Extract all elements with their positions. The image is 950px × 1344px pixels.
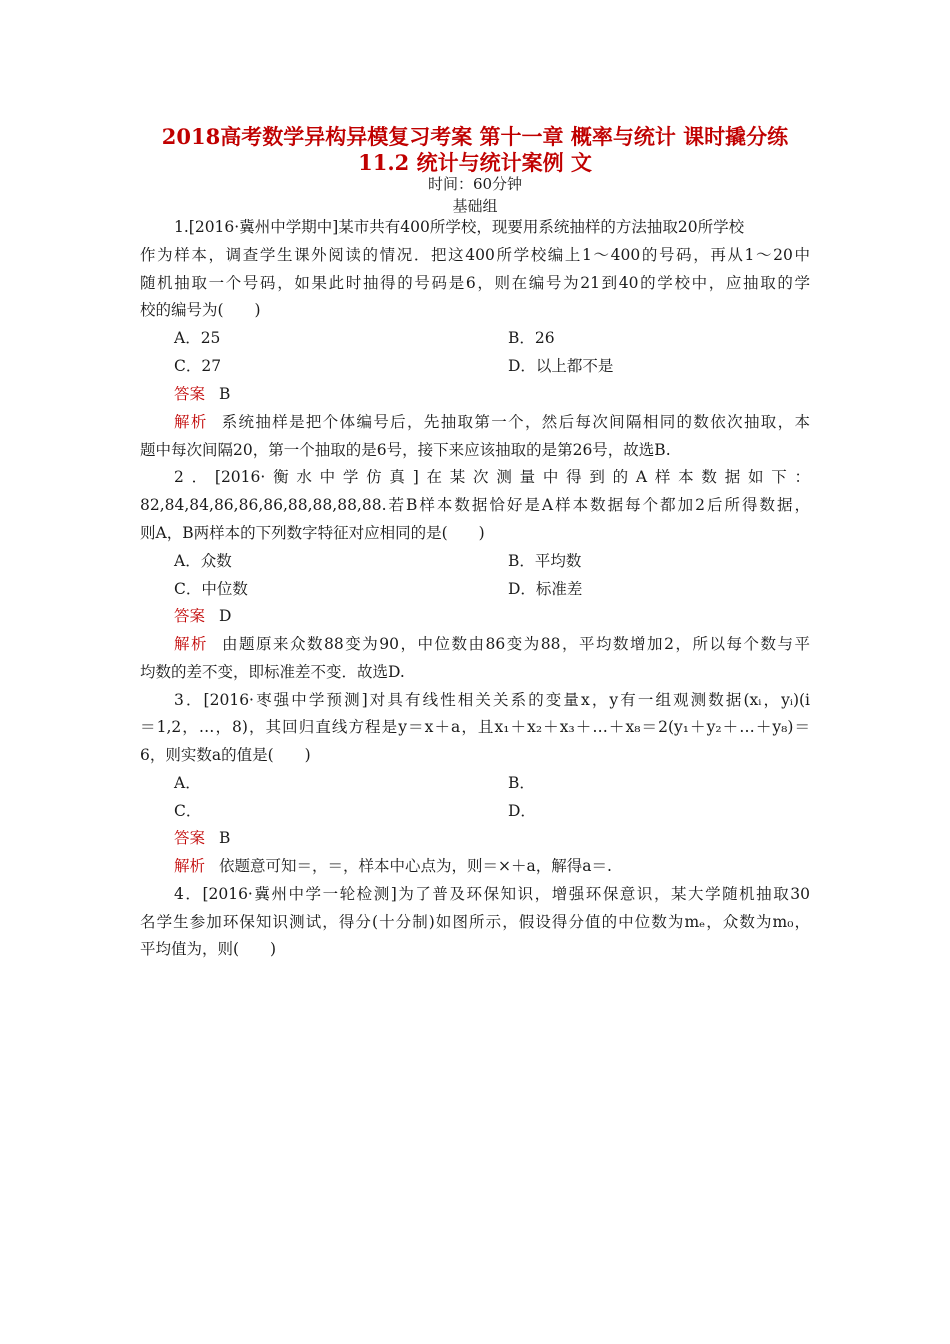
q1-option-d: D．以上都不是 <box>508 357 614 375</box>
document-title-line1: 2018高考数学异构异模复习考案 第十一章 概率与统计 课时撬分练 <box>161 124 789 149</box>
q2-analysis-line1 <box>174 633 810 655</box>
q2-option-b: B．平均数 <box>508 552 582 570</box>
document-title-line2: 11.2 统计与统计案例 文 <box>358 150 592 175</box>
q1-option-b: B．26 <box>508 329 555 347</box>
q2-stem-line2: 82,84,84,86,86,86,88,88,88,88.若B样本数据恰好是A样本数据每个都加2后所得数据， <box>140 496 810 514</box>
answer-label: 答案 <box>174 385 206 403</box>
q4-stem-line3: 平均值为，则( ) <box>140 940 277 958</box>
answer-label: 答案 <box>174 829 206 847</box>
q3-option-c: C． <box>174 802 202 820</box>
q1-analysis-text: 系统抽样是把个体编号后，先抽取第一个，然后每次间隔相同的数依次抽取，本 <box>221 413 810 431</box>
q1-stem-line2: 作为样本，调查学生课外阅读的情况．把这400所学校编上1～400的号码，再从1～20中 <box>140 246 810 264</box>
q3-option-b: B． <box>508 774 535 792</box>
section-heading: 基础组 <box>452 197 498 215</box>
q3-option-a: A． <box>174 774 201 792</box>
q1-answer-value: B <box>219 385 231 403</box>
analysis-label: 解析 <box>174 635 209 653</box>
q3-stem-line1: 3．[2016·枣强中学预测]对具有线性相关关系的变量x，y有一组观测数据(xᵢ，yᵢ)(i <box>174 691 810 709</box>
q1-stem-line1: 1.[2016·冀州中学期中]某市共有400所学校，现要用系统抽样的方法抽取20所学校 <box>174 218 745 236</box>
q1-option-a: A．25 <box>174 329 221 347</box>
q4-stem-line1: 4．[2016·冀州中学一轮检测]为了普及环保知识，增强环保意识，某大学随机抽取30 <box>174 885 810 903</box>
q1-analysis-line1 <box>174 411 810 433</box>
q2-answer <box>174 605 231 627</box>
q3-stem-line2: ＝1,2，…，8)，其回归直线方程是y＝x＋a，且x₁＋x₂＋x₃＋…＋x₈＝2(y₁＋y₂＋…＋y₈)＝ <box>140 718 810 736</box>
time-limit: 时间：60分钟 <box>427 175 523 193</box>
q2-stem-line3: 则A，B两样本的下列数字特征对应相同的是( ) <box>140 524 485 542</box>
q1-stem-line4: 校的编号为( ) <box>140 301 261 319</box>
q3-option-d: D． <box>508 802 536 820</box>
q3-stem-line3: 6，则实数a的值是( ) <box>140 746 311 764</box>
q3-answer-value: B <box>219 829 231 847</box>
q1-option-c: C．27 <box>174 357 222 375</box>
q2-option-c: C．中位数 <box>174 580 248 598</box>
q2-option-d: D．标准差 <box>508 580 583 598</box>
q3-analysis-text: 依题意可知＝，＝，样本中心点为，则＝×＋a，解得a＝. <box>219 857 612 875</box>
q2-analysis-text: 由题原来众数88变为90，中位数由86变为88，平均数增加2，所以每个数与平 <box>222 635 810 653</box>
q3-analysis-line1 <box>174 855 612 877</box>
q1-answer <box>174 383 230 405</box>
q4-stem-line2: 名学生参加环保知识测试，得分(十分制)如图所示，假设得分值的中位数为mₑ，众数为m₀， <box>140 913 810 931</box>
q2-option-a: A．众数 <box>174 552 232 570</box>
q2-stem-line1: 2．[2016·衡水中学仿真]在某次测量中得到的A样本数据如下： <box>174 468 810 486</box>
answer-label: 答案 <box>174 607 206 625</box>
q1-stem-line3: 随机抽取一个号码，如果此时抽得的号码是6，则在编号为21到40的学校中，应抽取的学 <box>140 274 810 292</box>
q1-analysis-line2: 题中每次间隔20，第一个抽取的是6号，接下来应该抽取的是第26号，故选B. <box>140 441 671 459</box>
q3-answer <box>174 827 230 849</box>
q2-analysis-line2: 均数的差不变，即标准差不变．故选D. <box>140 663 405 681</box>
q2-answer-value: D <box>219 607 232 625</box>
analysis-label: 解析 <box>174 857 206 875</box>
analysis-label: 解析 <box>174 413 208 431</box>
